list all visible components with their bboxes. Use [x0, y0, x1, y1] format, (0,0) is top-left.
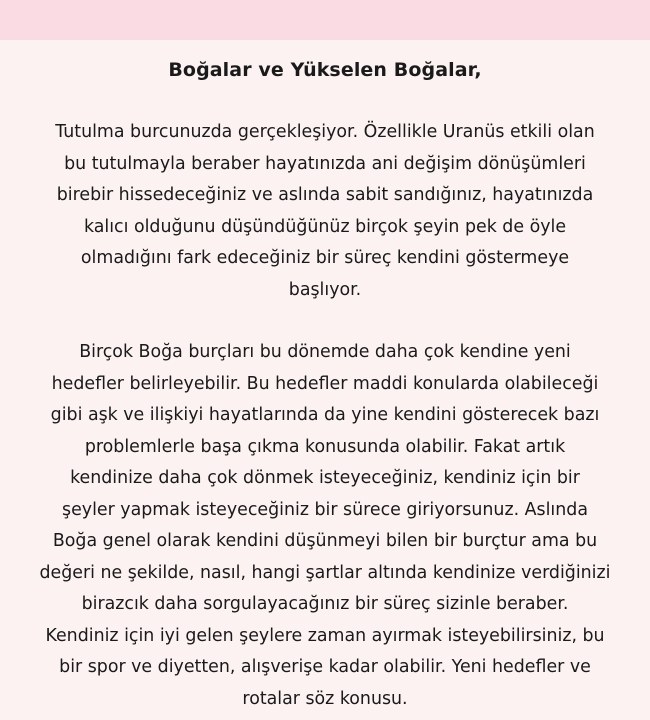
paragraph-line: hedefler belirleyebilir. Bu hedefler maddi konularda olabileceği — [51, 373, 599, 394]
paragraph-line: birazcık daha sorgulayacağınız bir süreç sizinle beraber. — [81, 594, 569, 614]
paragraph-line: problemlerle başa çıkma konusunda olabilir. Fakat artık — [84, 436, 566, 457]
paragraph-line: birebir hissedeceğiniz ve aslında sabit sandığınız, hayatınızda — [56, 185, 594, 205]
paragraph-2 — [8, 337, 642, 715]
paragraph-1 — [8, 117, 642, 306]
top-decorative-band — [0, 0, 650, 40]
paragraph-line: kendinize daha çok dönmek isteyeceğiniz, kendiniz için bir — [70, 468, 580, 488]
paragraph-line: Tutulma burcunuzda gerçekleşiyor. Özellikle Uranüs etkili olan — [55, 122, 595, 142]
paragraph-line: Birçok Boğa burçları bu dönemde daha çok kendine yeni — [79, 342, 571, 362]
paragraph-line: bir spor ve diyetten, alışverişe kadar olabilir. Yeni hedefler ve — [59, 657, 591, 677]
paragraph-line: bu tutulmayla beraber hayatınızda ani değişim dönüşümleri — [64, 153, 586, 174]
paragraph-line: şeyler yapmak isteyeceğiniz bir sürece giriyorsunuz. Aslında — [62, 499, 588, 520]
paragraph-line: başlıyor. — [288, 279, 362, 300]
paragraph-line: kalıcı olduğunu düşündüğünüz birçok şeyin pek de öyle — [83, 216, 567, 237]
paragraph-line: gibi aşk ve ilişkiyi hayatlarında da yine kendini gösterecek bazı — [50, 405, 600, 425]
paragraph-line: Kendiniz için iyi gelen şeylere zaman ayırmak isteyebilirsiniz, bu — [45, 625, 605, 646]
paragraph-line: Boğa genel olarak kendini düşünmeyi bilen bir burçtur ama bu — [52, 531, 598, 551]
paragraph-line: olmadığını fark edeceğiniz bir süreç kendini göstermeye — [80, 248, 570, 268]
page-title: Boğalar ve Yükselen Boğalar, — [168, 59, 482, 81]
paragraph-line: değeri ne şekilde, nasıl, hangi şartlar altında kendinize verdiğinizi — [39, 562, 611, 583]
paragraph-line: rotalar söz konusu. — [242, 688, 408, 709]
